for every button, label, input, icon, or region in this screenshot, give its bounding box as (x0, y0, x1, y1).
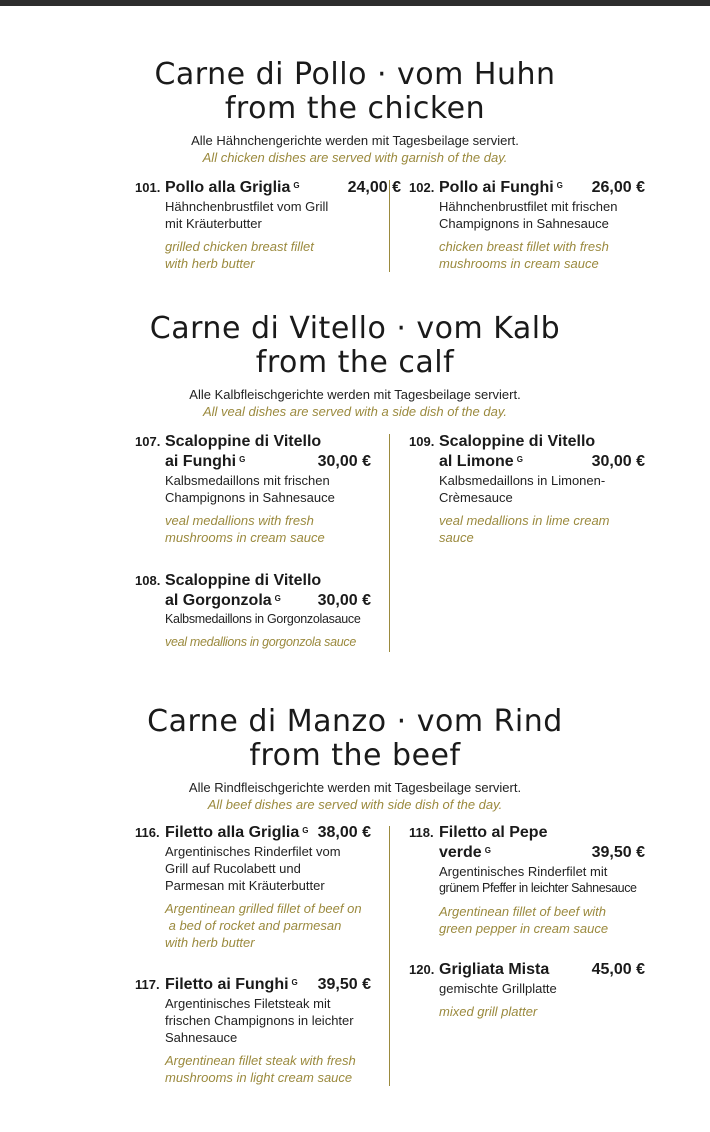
dish-107: 107. Scaloppine di Vitello ai Funghi $^G$ 30,00 € Kalbsmedaillons mit frischen Champignons in Sahnesauce veal medallions with fresh mushrooms in cream sauce (135, 433, 371, 545)
section-title: Carne di Pollo · vom Huhn from the chicken (154, 57, 556, 126)
section-note-en: All chicken dishes are served with garnish of the day. (202, 150, 508, 165)
section-note-de: Alle Rindfleischgerichte werden mit Tagesbeilage serviert. (188, 780, 522, 795)
dish-117: 117. 39,50 € Filetto ai Funghi $^G$ Argentinisches Filetsteak mit frischen Champignons in leichter Sahnesauce Argentinean fillet steak with fresh mushrooms in light cream sauce (135, 976, 371, 1085)
section-note-en: All beef dishes are served with side dish of the day. (207, 797, 503, 812)
section-veal (0, 312, 710, 420)
section-note-de: Alle Kalbfleischgerichte werden mit Tagesbeilage serviert. (189, 387, 521, 402)
dish-101: 101. 24,00 € Pollo alla Griglia $^G$ Hähnchenbrustfilet vom Grill mit Kräuterbutter grilled chicken breast fillet with herb butter (135, 179, 401, 271)
column-divider (389, 434, 390, 652)
section-beef (0, 705, 710, 813)
dish-118: 118. Filetto al Pepe verde $^G$ 39,50 € Argentinisches Rinderfilet mit grünem Pfeffer in leichter Sahnesauce Argentinean fillet of beef with green pepper in cream sauce (409, 824, 645, 936)
section-note-de: Alle Hähnchengerichte werden mit Tagesbeilage serviert. (191, 133, 519, 148)
dish-108: 108. Scaloppine di Vitello al Gorgonzola $^G$ 30,00 € Kalbsmedaillons in Gorgonzolasauce veal medallions in gorgonzola sauce (135, 572, 371, 649)
dish-109: 109. Scaloppine di Vitello al Limone $^G$ 30,00 € Kalbsmedaillons in Limonen- Crèmesauce veal medallions in lime cream sauce (409, 433, 645, 545)
section-title: Carne di Manzo · vom Rind from the beef (147, 704, 563, 773)
dish-102: 102. 26,00 € Pollo ai Funghi $^G$ Hähnchenbrustfilet mit frischen Champignons in Sahnesauce chicken breast fillet with fresh mushrooms in cream sauce (409, 179, 645, 271)
section-chicken (0, 58, 710, 166)
section-note-en: All veal dishes are served with a side dish of the day. (203, 404, 507, 419)
section-title: Carne di Vitello · vom Kalb from the calf (149, 311, 561, 380)
column-divider (389, 826, 390, 1086)
dish-120: 120. 45,00 € Grigliata Mista gemischte Grillplatte mixed grill platter (409, 961, 645, 1019)
top-border (0, 0, 710, 6)
dish-116: 116. 38,00 € Filetto alla Griglia $^G$ Argentinisches Rinderfilet vom Grill auf Rucolabett und Parmesan mit Kräuterbutter Argentinean grilled fillet of beef on a bed of rocket and parmesan with herb butter (135, 824, 371, 950)
